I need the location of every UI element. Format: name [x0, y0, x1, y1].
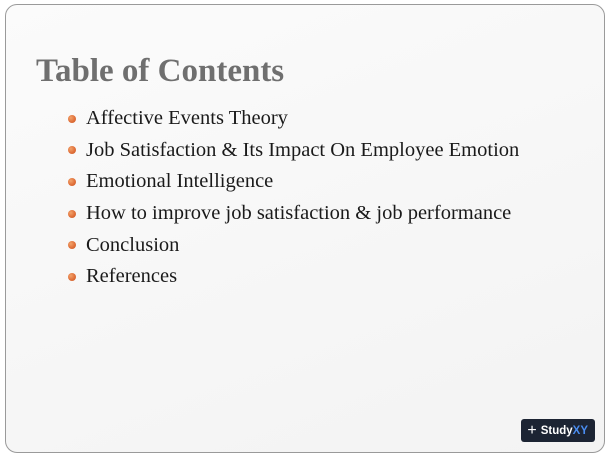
- list-item: [68, 198, 519, 230]
- bullet-icon: [68, 210, 76, 218]
- list-item: [68, 103, 519, 135]
- bullet-icon: [68, 146, 76, 154]
- bullet-icon: [68, 241, 76, 249]
- slide-title: Table of Contents: [36, 53, 285, 89]
- brand-name: Study: [540, 424, 573, 437]
- studyxy-watermark-badge: [521, 419, 595, 442]
- list-item-label: How to improve job satisfaction & job performance: [86, 202, 512, 225]
- list-item-label: Affective Events Theory: [86, 107, 288, 130]
- bullet-icon: [68, 178, 76, 186]
- list-item-label: Job Satisfaction & Its Impact On Employee Emotion: [86, 138, 520, 161]
- table-of-contents-list: [68, 103, 519, 293]
- list-item: [68, 135, 519, 167]
- list-item: [68, 229, 519, 261]
- plus-icon: +: [527, 421, 537, 439]
- list-item-label: References: [86, 265, 178, 288]
- brand-name-accent: XY: [572, 424, 588, 437]
- slide: [5, 4, 605, 453]
- list-item-label: Conclusion: [86, 233, 180, 256]
- list-item: [68, 166, 519, 198]
- list-item: [68, 261, 519, 293]
- bullet-icon: [68, 115, 76, 123]
- list-item-label: Emotional Intelligence: [86, 170, 274, 193]
- bullet-icon: [68, 273, 76, 281]
